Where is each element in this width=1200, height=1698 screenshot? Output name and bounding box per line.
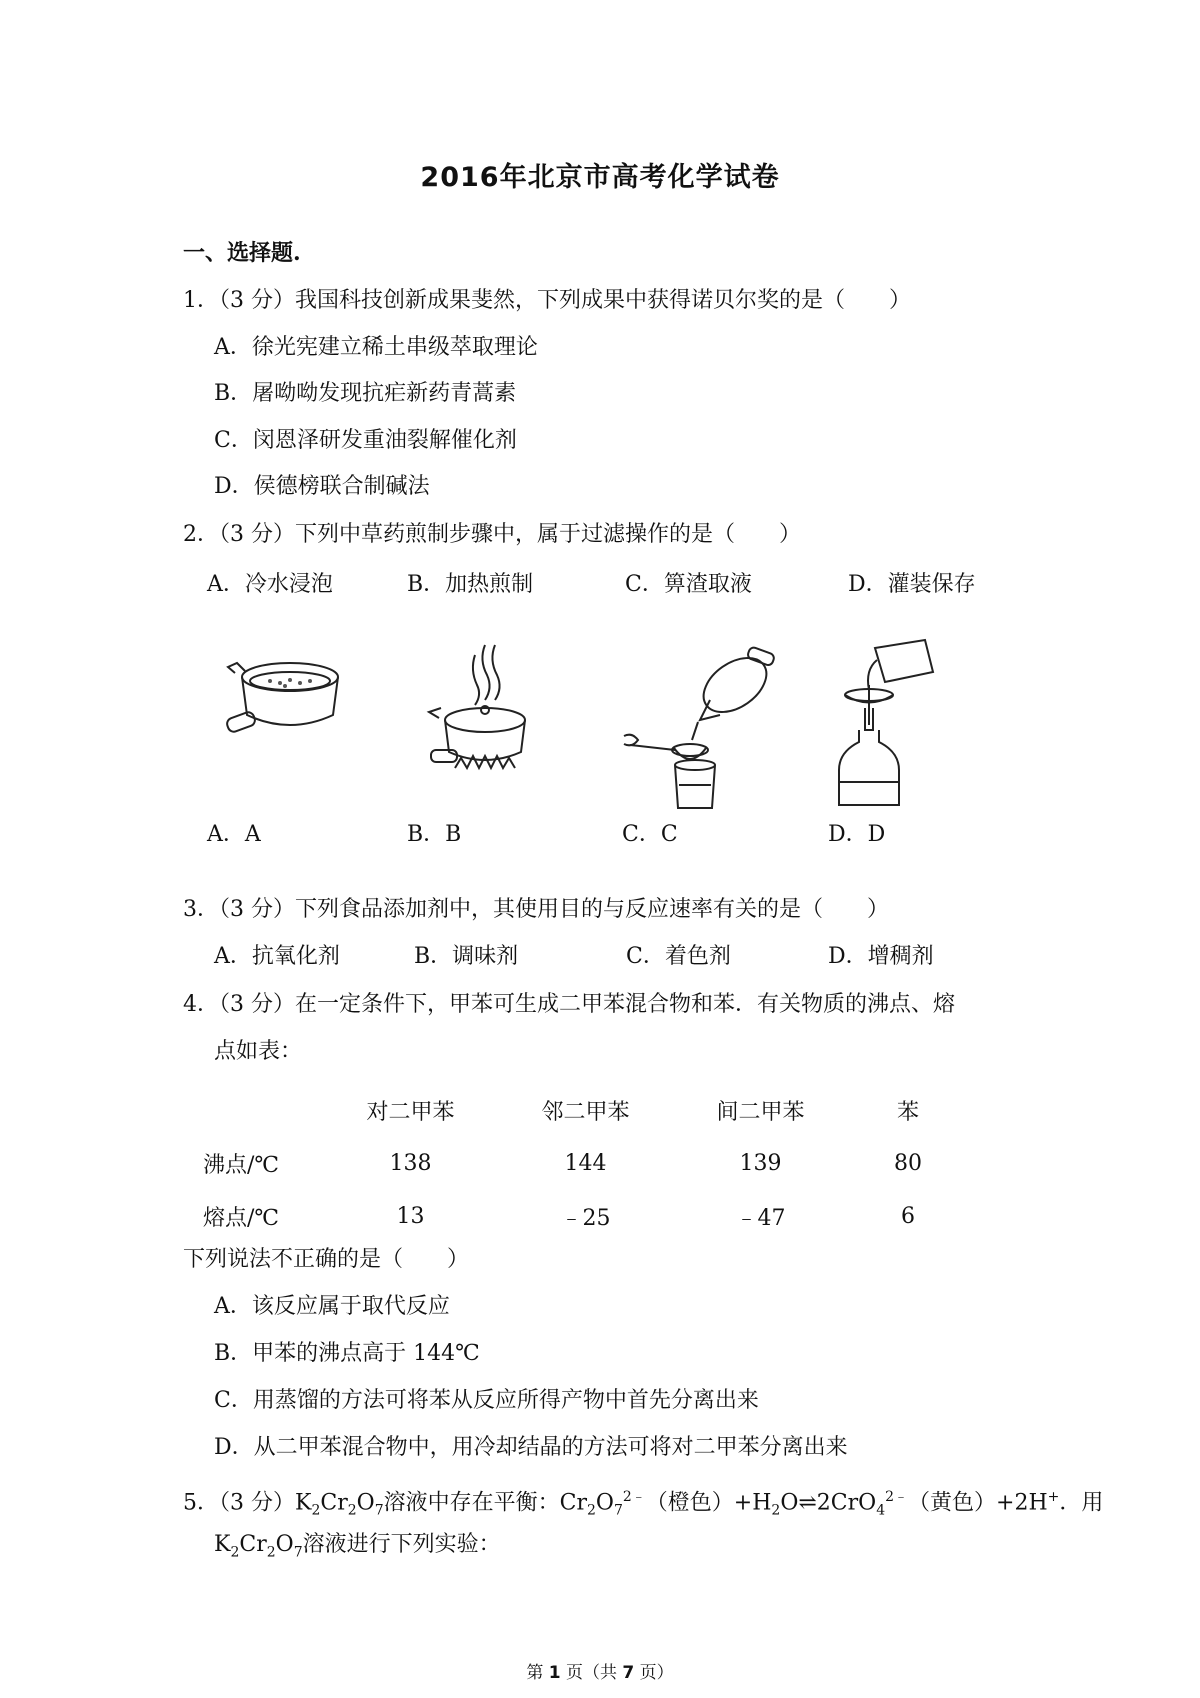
table-cell: 138 <box>389 1151 432 1176</box>
q5-text: 溶液中存在平衡：Cr <box>383 1490 587 1516</box>
question-3-option-c: C．着色剂 <box>626 944 731 969</box>
table-header-cell: 对二甲苯 <box>366 1100 455 1125</box>
q5-subscript: 2 <box>266 1544 276 1561</box>
q5-superscript: 2﹣ <box>885 1489 909 1505</box>
q5-text: （橙色）+H <box>645 1490 772 1516</box>
page-title: 2016年北京市高考化学试卷 <box>420 162 780 193</box>
table-header-cell: 苯 <box>896 1100 919 1125</box>
q5-text: （黄色）+2H <box>908 1490 1048 1516</box>
question-4-stem-line1: 4．（3 分）在一定条件下，甲苯可生成二甲苯混合物和苯．有关物质的沸点、熔 <box>183 992 955 1017</box>
table-row <box>195 1190 968 1243</box>
question-2-image-label-b: B．加热煎制 <box>407 572 534 597</box>
q5-subscript: 4 <box>876 1502 886 1519</box>
question-1-option-a: A．徐光宪建立稀土串级萃取理论 <box>214 335 538 360</box>
q5-text: ．用 <box>1059 1490 1104 1516</box>
question-4-option-b: B．甲苯的沸点高于 144℃ <box>214 1341 480 1366</box>
table-row <box>195 1137 968 1190</box>
question-2-image-label-d: D．灌装保存 <box>848 572 976 597</box>
q5-subscript: 2 <box>771 1502 781 1519</box>
question-4-stem-line2: 点如表： <box>214 1039 303 1064</box>
soaking-pot-illustration <box>225 655 345 760</box>
table-header-cell: 邻二甲苯 <box>541 1100 630 1125</box>
q5-subscript: 7 <box>293 1544 303 1561</box>
question-4-option-d: D．从二甲苯混合物中，用冷却结晶的方法可将对二甲苯分离出来 <box>214 1435 848 1460</box>
table-cell: 139 <box>739 1151 782 1176</box>
question-2-option-a: A．A <box>207 822 261 847</box>
q5-subscript: 7 <box>374 1502 384 1519</box>
boiling-melting-point-table <box>195 1084 968 1243</box>
table-cell: 6 <box>901 1204 915 1229</box>
bottling-illustration <box>835 630 965 810</box>
question-2-option-c: C．C <box>622 822 678 847</box>
q5-text: O <box>356 1490 375 1516</box>
heating-pot-illustration <box>425 640 535 790</box>
table-row-label: 沸点/℃ <box>203 1153 280 1178</box>
question-2-image-label-c: C．箅渣取液 <box>625 572 752 597</box>
q5-text: O <box>275 1532 294 1557</box>
total-page-count: 7 <box>622 1663 635 1683</box>
table-cell: 80 <box>894 1151 922 1176</box>
question-1-stem: 1．（3 分）我国科技创新成果斐然，下列成果中获得诺贝尔奖的是（ ） <box>183 288 911 313</box>
table-cell: ﹣25 <box>560 1206 611 1231</box>
page-footer <box>0 1658 1200 1683</box>
q5-text: K <box>214 1532 231 1557</box>
q5-text: O <box>595 1490 614 1516</box>
table-header-cell: 间二甲苯 <box>716 1100 805 1125</box>
section-heading: 一、选择题. <box>183 240 301 266</box>
footer-text: 第 <box>526 1663 549 1683</box>
question-1-option-d: D．侯德榜联合制碱法 <box>214 474 430 499</box>
q5-subscript: 2 <box>586 1502 596 1519</box>
question-2-stem: 2．（3 分）下列中草药煎制步骤中，属于过滤操作的是（ ） <box>183 522 801 547</box>
current-page-number: 1 <box>548 1663 561 1683</box>
q5-subscript: 7 <box>613 1502 623 1519</box>
table-cell: 13 <box>396 1204 425 1229</box>
q5-text: 溶液进行下列实验： <box>302 1532 501 1557</box>
question-2-option-d: D．D <box>828 822 886 847</box>
footer-text: 页） <box>634 1663 674 1683</box>
table-cell: ﹣47 <box>735 1206 786 1231</box>
table-cell: 144 <box>564 1151 607 1176</box>
question-1-option-b: B．屠呦呦发现抗疟新药青蒿素 <box>214 381 517 406</box>
q5-superscript: + <box>1047 1489 1060 1505</box>
q5-subscript: 2 <box>347 1502 357 1519</box>
question-3-option-b: B．调味剂 <box>414 944 519 969</box>
table-header-row <box>195 1084 968 1137</box>
question-2-option-b: B．B <box>407 822 462 847</box>
question-3-option-a: A．抗氧化剂 <box>214 944 340 969</box>
table-row-label: 熔点/℃ <box>203 1206 280 1231</box>
footer-text: 页（共 <box>560 1663 623 1683</box>
question-4-option-c: C．用蒸馏的方法可将苯从反应所得产物中首先分离出来 <box>214 1388 759 1413</box>
question-4-prompt: 下列说法不正确的是（ ） <box>183 1247 470 1272</box>
q5-subscript: 2 <box>230 1544 240 1561</box>
question-5-stem-line1 <box>183 1482 1103 1526</box>
q5-text: Cr <box>320 1490 348 1516</box>
straining-illustration <box>620 640 790 810</box>
question-4-option-a: A．该反应属于取代反应 <box>214 1294 450 1319</box>
question-1-option-c: C．闵恩泽研发重油裂解催化剂 <box>214 428 517 453</box>
question-3-option-d: D．增稠剂 <box>828 944 934 969</box>
question-3-stem: 3．（3 分）下列食品添加剂中，其使用目的与反应速率有关的是（ ） <box>183 897 889 922</box>
question-2-image-label-a: A．冷水浸泡 <box>207 572 333 597</box>
q5-text: O⇌2CrO <box>780 1490 877 1516</box>
q5-text: Cr <box>239 1532 267 1557</box>
question-5-stem-line2 <box>214 1530 501 1567</box>
q5-superscript: 2﹣ <box>622 1489 646 1505</box>
q5-text: 5．（3 分）K <box>183 1490 312 1516</box>
q5-subscript: 2 <box>311 1502 321 1519</box>
table-header-cell <box>195 1084 323 1137</box>
